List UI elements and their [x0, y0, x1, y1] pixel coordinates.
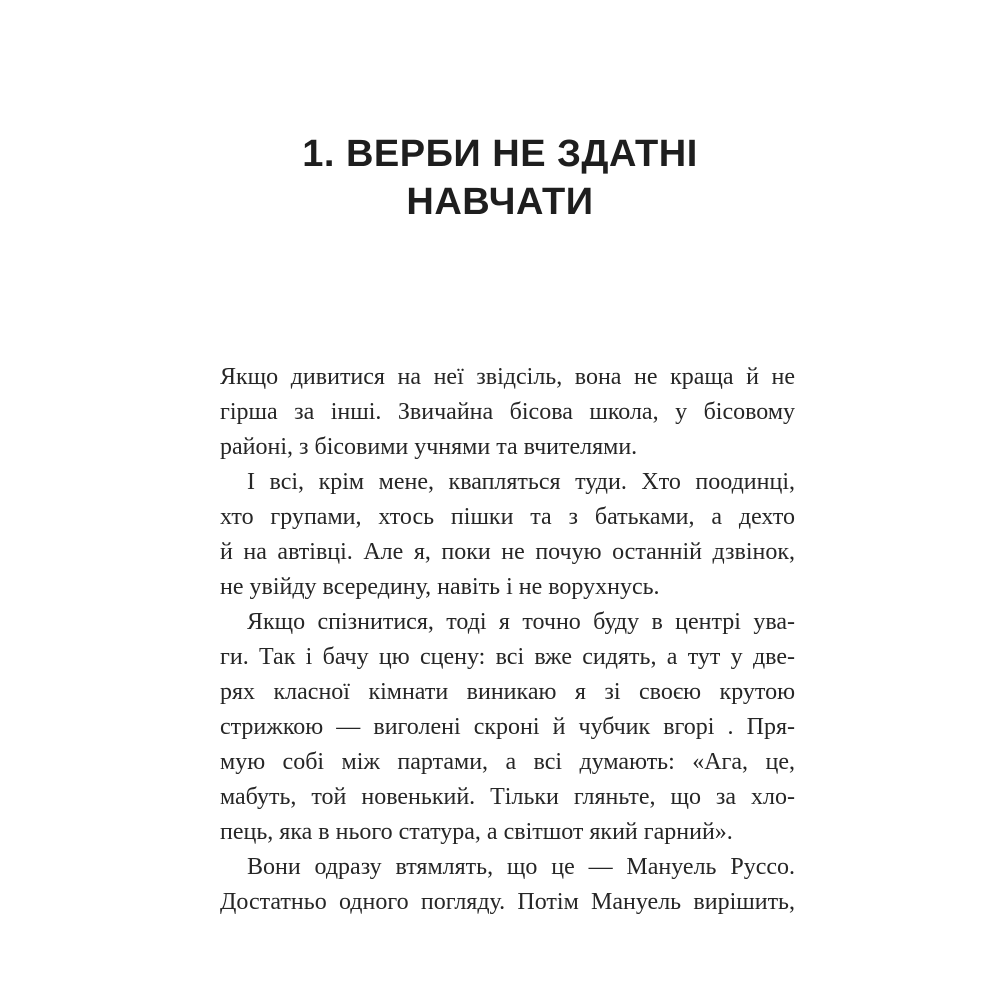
text-line: Вони одразу втямлять, що це — Мануель Руссо.: [247, 854, 795, 880]
text-line: хто групами, хтось пішки та з батьками, а дехто: [220, 504, 795, 530]
text-line: І всі, крім мене, квапляться туди. Хто поодинці,: [247, 469, 795, 495]
text-line: не увійду всередину, навіть і не ворухнусь.: [220, 574, 660, 600]
text-line: пець, яка в нього статура, а світшот який гарний».: [220, 819, 733, 845]
paragraph: [220, 605, 795, 850]
text-line: мую собі між партами, а всі думають: «Ага, це,: [220, 749, 795, 775]
text-line: мабуть, той новенький. Тільки гляньте, що за хло-: [220, 784, 795, 810]
text-line: рях класної кімнати виникаю я зі своєю крутою: [220, 679, 795, 705]
text-line: й на автівці. Але я, поки не почую останній дзвінок,: [220, 539, 795, 565]
paragraph: [220, 850, 795, 920]
text-line: Якщо спізнитися, тоді я точно буду в центрі ува-: [247, 609, 795, 635]
text-line: Достатньо одного погляду. Потім Мануель вирішить,: [220, 889, 795, 915]
text-line: гірша за інші. Звичайна бісова школа, у бісовому: [220, 399, 795, 425]
body-text: [220, 360, 795, 920]
paragraph: [220, 360, 795, 465]
text-line: Якщо дивитися на неї звідсіль, вона не краща й не: [220, 364, 795, 390]
text-line: ги. Так і бачу цю сцену: всі вже сидять, а тут у две-: [220, 644, 795, 670]
chapter-title: [0, 130, 1000, 226]
chapter-title-line-2: НАВЧАТИ: [406, 181, 594, 223]
chapter-title-line-1: 1. ВЕРБИ НЕ ЗДАТНІ: [302, 133, 698, 175]
text-line: районі, з бісовими учнями та вчителями.: [220, 434, 638, 460]
paragraph: [220, 465, 795, 605]
text-line: стрижкою — виголені скроні й чубчик вгорі . Пря-: [220, 714, 795, 740]
